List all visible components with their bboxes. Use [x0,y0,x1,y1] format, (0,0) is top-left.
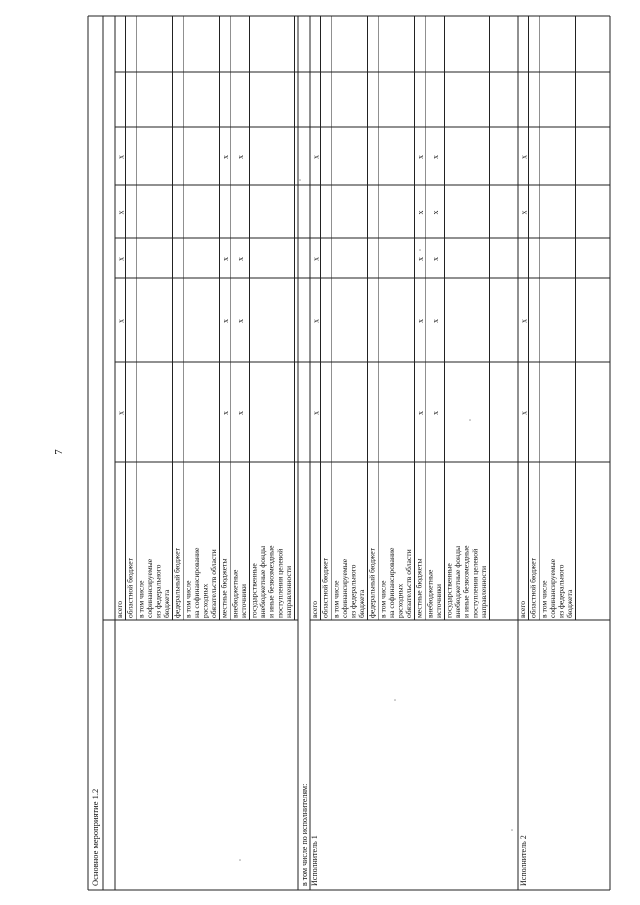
source-label: источники [238,584,248,618]
source-label: в том числе [378,580,388,618]
cell-mark-x: x [116,210,126,215]
source-label: направленности [283,565,293,618]
source-label: внебюджетные фонды [453,545,463,618]
scan-speck [299,179,301,181]
scan-speck [394,699,396,701]
source-label: направленности [478,565,488,618]
executor-2-label: Исполнитель 2 [519,835,528,886]
cell-mark-x: x [415,257,425,261]
source-label: расходных [395,583,405,618]
source-label: местные бюджеты [219,558,229,618]
source-label: софинансируемые [339,558,349,618]
source-label: обязательств области [209,549,219,618]
source-label: государственные [249,563,259,618]
cell-mark-x: x [430,155,440,159]
cell-mark-x: x [220,257,230,261]
scan-speck [469,419,471,421]
cell-mark-x: x [415,411,425,415]
source-label: в том числе [331,580,341,618]
source-label: внебюджетные [425,569,435,618]
cell-mark-x: x [415,155,425,159]
source-label: всего [310,600,320,618]
cell-mark-x: x [235,411,245,415]
source-label: всего [115,600,125,618]
source-label: областной бюджет [320,558,330,618]
cell-mark-x: x [235,319,245,323]
source-label: в том числе [183,580,193,618]
cell-mark-x: x [430,257,440,261]
scan-speck [419,249,421,251]
event-title: Основное мероприятие 1.2 [90,788,100,886]
source-label: бюджета [162,589,172,618]
source-label: в том числе [539,580,549,618]
cell-mark-x: x [519,411,529,415]
cell-mark-x: x [116,319,126,323]
cell-mark-x: x [220,411,230,415]
source-label: софинансируемые [144,558,154,618]
source-label: бюджета [357,589,367,618]
cell-mark-x: x [519,319,529,323]
cell-mark-x: x [116,155,126,159]
cell-mark-x: x [311,257,321,261]
source-label: из федерального [348,564,358,618]
source-label: всего [518,600,528,618]
source-label: источники [433,584,443,618]
cell-mark-x: x [311,411,321,415]
cell-mark-x: x [430,319,440,323]
source-label: и иные безвозмездные [266,545,276,618]
source-label: поступления целевой [275,548,285,618]
cell-mark-x: x [235,155,245,159]
source-label: бюджета [565,589,575,618]
cell-mark-x: x [220,319,230,323]
source-label: внебюджетные [230,569,240,618]
cell-mark-x: x [311,319,321,323]
cell-mark-x: x [116,411,126,415]
executor-1-label: Исполнитель 1 [310,835,319,886]
source-label: государственные [444,563,454,618]
source-label: в том числе [136,580,146,618]
cell-mark-x: x [415,210,425,215]
source-label: внебюджетные фонды [258,545,268,618]
cell-mark-x: x [430,210,440,215]
source-label: и иные безвозмездные [461,545,471,618]
cell-mark-x: x [430,411,440,415]
source-label: обязательств области [404,549,414,618]
scan-speck [511,829,513,831]
cell-mark-x: x [116,257,126,261]
cell-mark-x: x [415,319,425,323]
cell-mark-x: x [519,210,529,215]
source-label: областной бюджет [528,558,538,618]
cell-mark-x: x [220,155,230,159]
source-label: местные бюджеты [414,558,424,618]
page-number: 7 [52,449,65,455]
source-label: расходных [200,583,210,618]
cell-mark-x: x [235,257,245,261]
cell-mark-x: x [311,155,321,159]
source-label: федеральный бюджет [172,548,182,618]
scan-speck [239,859,241,861]
source-label: поступления целевой [470,548,480,618]
source-label: из федерального [153,564,163,618]
source-label: из федерального [556,564,566,618]
source-label: на софинансирование [386,547,396,618]
source-label: на софинансирование [191,547,201,618]
executors-heading: в том числе по исполнителям: [300,783,309,886]
source-label: областной бюджет [125,558,135,618]
source-label: софинансируемые [547,558,557,618]
cell-mark-x: x [519,155,529,159]
source-label: федеральный бюджет [367,548,377,618]
